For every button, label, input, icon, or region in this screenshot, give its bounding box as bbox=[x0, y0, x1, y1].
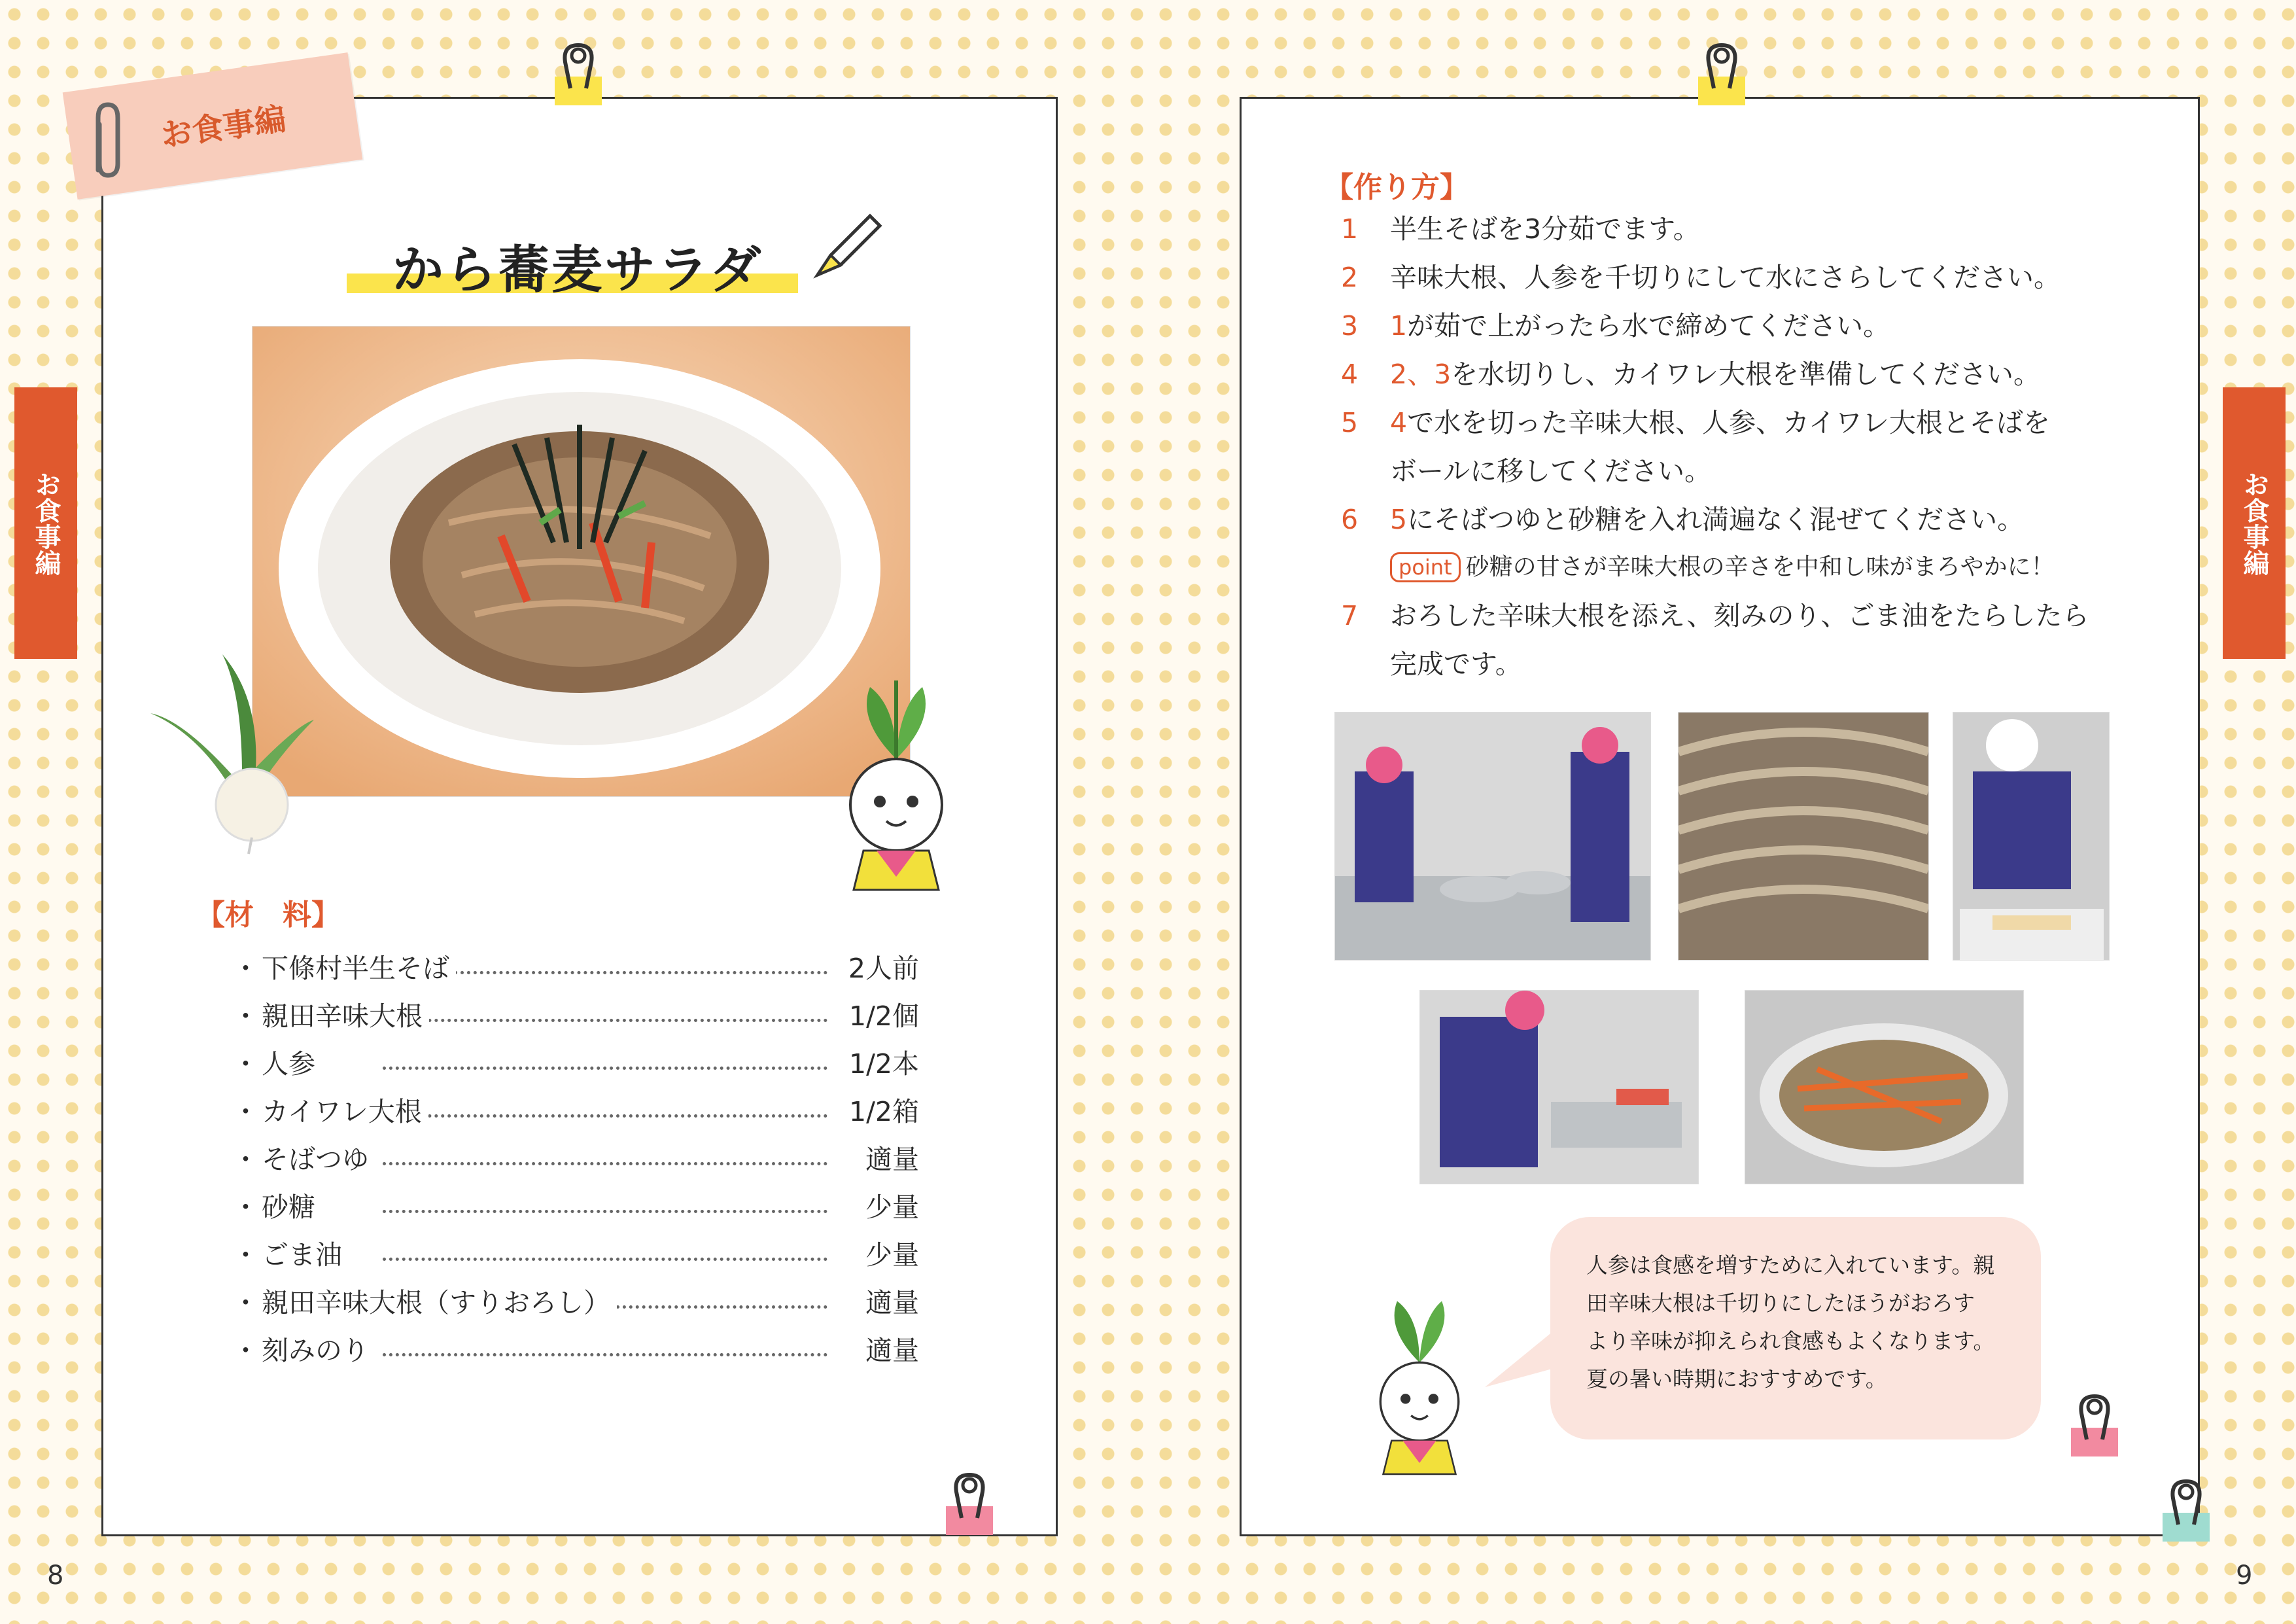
step-number: 7 bbox=[1341, 600, 1359, 631]
side-tab-right: お食事編 bbox=[2223, 387, 2286, 659]
ingredient-name: 刻みのり bbox=[262, 1331, 375, 1370]
step-ref: 4 bbox=[1390, 407, 1408, 438]
section-label: お食事編 bbox=[158, 100, 288, 154]
ingredients-header: 【材 料】 bbox=[196, 898, 340, 932]
page-number-left: 8 bbox=[47, 1561, 64, 1591]
step-text: を水切りし、カイワレ大根を準備してください。 bbox=[1451, 359, 2040, 390]
ingredient-name: 下條村半生そば bbox=[262, 949, 456, 988]
ingredient-amount: 適量 bbox=[858, 1331, 919, 1370]
ingredient-amount: 1/2個 bbox=[841, 997, 919, 1036]
ingredient-amount: 1/2本 bbox=[841, 1044, 919, 1084]
binder-clip-icon bbox=[942, 1466, 997, 1538]
binder-clip-icon bbox=[2067, 1387, 2122, 1459]
daikon-radish-icon bbox=[137, 641, 321, 857]
tip-bubble bbox=[1550, 1217, 2041, 1439]
ingredient-amount: 少量 bbox=[858, 1235, 919, 1275]
binder-clip-icon bbox=[1694, 36, 1749, 108]
step-ref: 2、3 bbox=[1390, 359, 1452, 390]
mascot-character-icon bbox=[837, 680, 955, 903]
step-number: 3 bbox=[1341, 310, 1359, 342]
ingredient-name: 親田辛味大根 bbox=[262, 997, 429, 1036]
step-ref: 5 bbox=[1390, 504, 1408, 535]
step-number: 4 bbox=[1341, 359, 1359, 390]
method-header: 【作り方】 bbox=[1325, 171, 1469, 204]
ingredient-amount: 2人前 bbox=[841, 949, 919, 988]
tip-line: 夏の暑い時期におすすめです。 bbox=[1586, 1366, 1887, 1392]
step-text: ボールに移してください。 bbox=[1390, 455, 1712, 487]
point-tag: point bbox=[1390, 552, 1461, 582]
ingredient-row: ・ 親田辛味大根（すりおろし） 適量 bbox=[232, 1283, 919, 1322]
step-number: 6 bbox=[1341, 504, 1359, 535]
binder-clip-icon bbox=[551, 36, 606, 108]
ingredient-row: ・ 親田辛味大根 1/2個 bbox=[232, 997, 919, 1036]
step-text: 半生そばを3分茹でます。 bbox=[1390, 213, 1700, 245]
step-text: 完成です。 bbox=[1390, 648, 1522, 680]
ingredient-name: ごま油 bbox=[262, 1235, 349, 1275]
step-text: で水を切った辛味大根、人参、カイワレ大根とそばを bbox=[1407, 407, 2050, 438]
side-tab-left: お食事編 bbox=[14, 387, 77, 659]
ingredient-row: ・ カイワレ大根 1/2箱 bbox=[232, 1092, 919, 1131]
binder-clip-icon bbox=[2159, 1472, 2214, 1544]
ingredient-amount: 適量 bbox=[858, 1283, 919, 1322]
process-photo-kitchen bbox=[1334, 712, 1651, 961]
tip-line: より辛味が抑えられ食感もよくなります。 bbox=[1586, 1328, 1995, 1354]
process-photo-mixing bbox=[1745, 990, 2024, 1184]
ingredient-row: ・ そばつゆ 適量 bbox=[232, 1140, 919, 1179]
ingredient-amount: 1/2箱 bbox=[841, 1092, 919, 1131]
step-number: 5 bbox=[1341, 407, 1359, 438]
mascot-character-icon bbox=[1364, 1296, 1475, 1485]
ingredient-amount: 少量 bbox=[858, 1188, 919, 1227]
paperclip-icon bbox=[85, 98, 131, 183]
ingredient-name: カイワレ大根 bbox=[262, 1092, 428, 1131]
page-number-right: 9 bbox=[2236, 1561, 2253, 1591]
process-photo-prep bbox=[1419, 990, 1699, 1184]
ingredient-name: 人参 bbox=[262, 1044, 322, 1084]
dish-photo bbox=[252, 326, 911, 797]
tip-line: 田辛味大根は千切りにしたほうがおろす bbox=[1586, 1290, 1975, 1316]
pen-icon bbox=[805, 203, 890, 288]
ingredient-row: ・ 人参 1/2本 bbox=[232, 1044, 919, 1084]
process-photo-noodles bbox=[1678, 712, 1929, 961]
ingredient-amount: 適量 bbox=[858, 1140, 919, 1179]
ingredient-name: そばつゆ bbox=[262, 1140, 375, 1179]
step-ref: 1 bbox=[1390, 310, 1408, 342]
point-text: 砂糖の甘さが辛味大根の辛さを中和し味がまろやかに！ bbox=[1465, 554, 2055, 580]
ingredient-row: ・ 刻みのり 適量 bbox=[232, 1331, 919, 1370]
step-text: が茹で上がったら水で締めてください。 bbox=[1407, 310, 1890, 342]
page-title: から蕎麦サラダ bbox=[392, 241, 763, 300]
step-number: 1 bbox=[1341, 213, 1359, 245]
process-photo-cutting bbox=[1953, 712, 2110, 961]
step-number: 2 bbox=[1341, 262, 1359, 293]
step-text: おろした辛味大根を添え、刻みのり、ごま油をたらしたら bbox=[1390, 600, 2089, 631]
ingredient-name: 親田辛味大根（すりおろし） bbox=[262, 1283, 617, 1322]
step-text: 辛味大根、人参を千切りにして水にさらしてください。 bbox=[1390, 262, 2061, 293]
ingredient-name: 砂糖 bbox=[262, 1188, 322, 1227]
step-text: にそばつゆと砂糖を入れ満遍なく混ぜてください。 bbox=[1407, 504, 2025, 535]
tip-line: 人参は食感を増すために入れています。親 bbox=[1586, 1252, 1995, 1278]
ingredient-row: ・ ごま油 少量 bbox=[232, 1235, 919, 1275]
ingredient-row: ・ 砂糖 少量 bbox=[232, 1188, 919, 1227]
ingredient-row: ・ 下條村半生そば 2人前 bbox=[232, 949, 919, 988]
